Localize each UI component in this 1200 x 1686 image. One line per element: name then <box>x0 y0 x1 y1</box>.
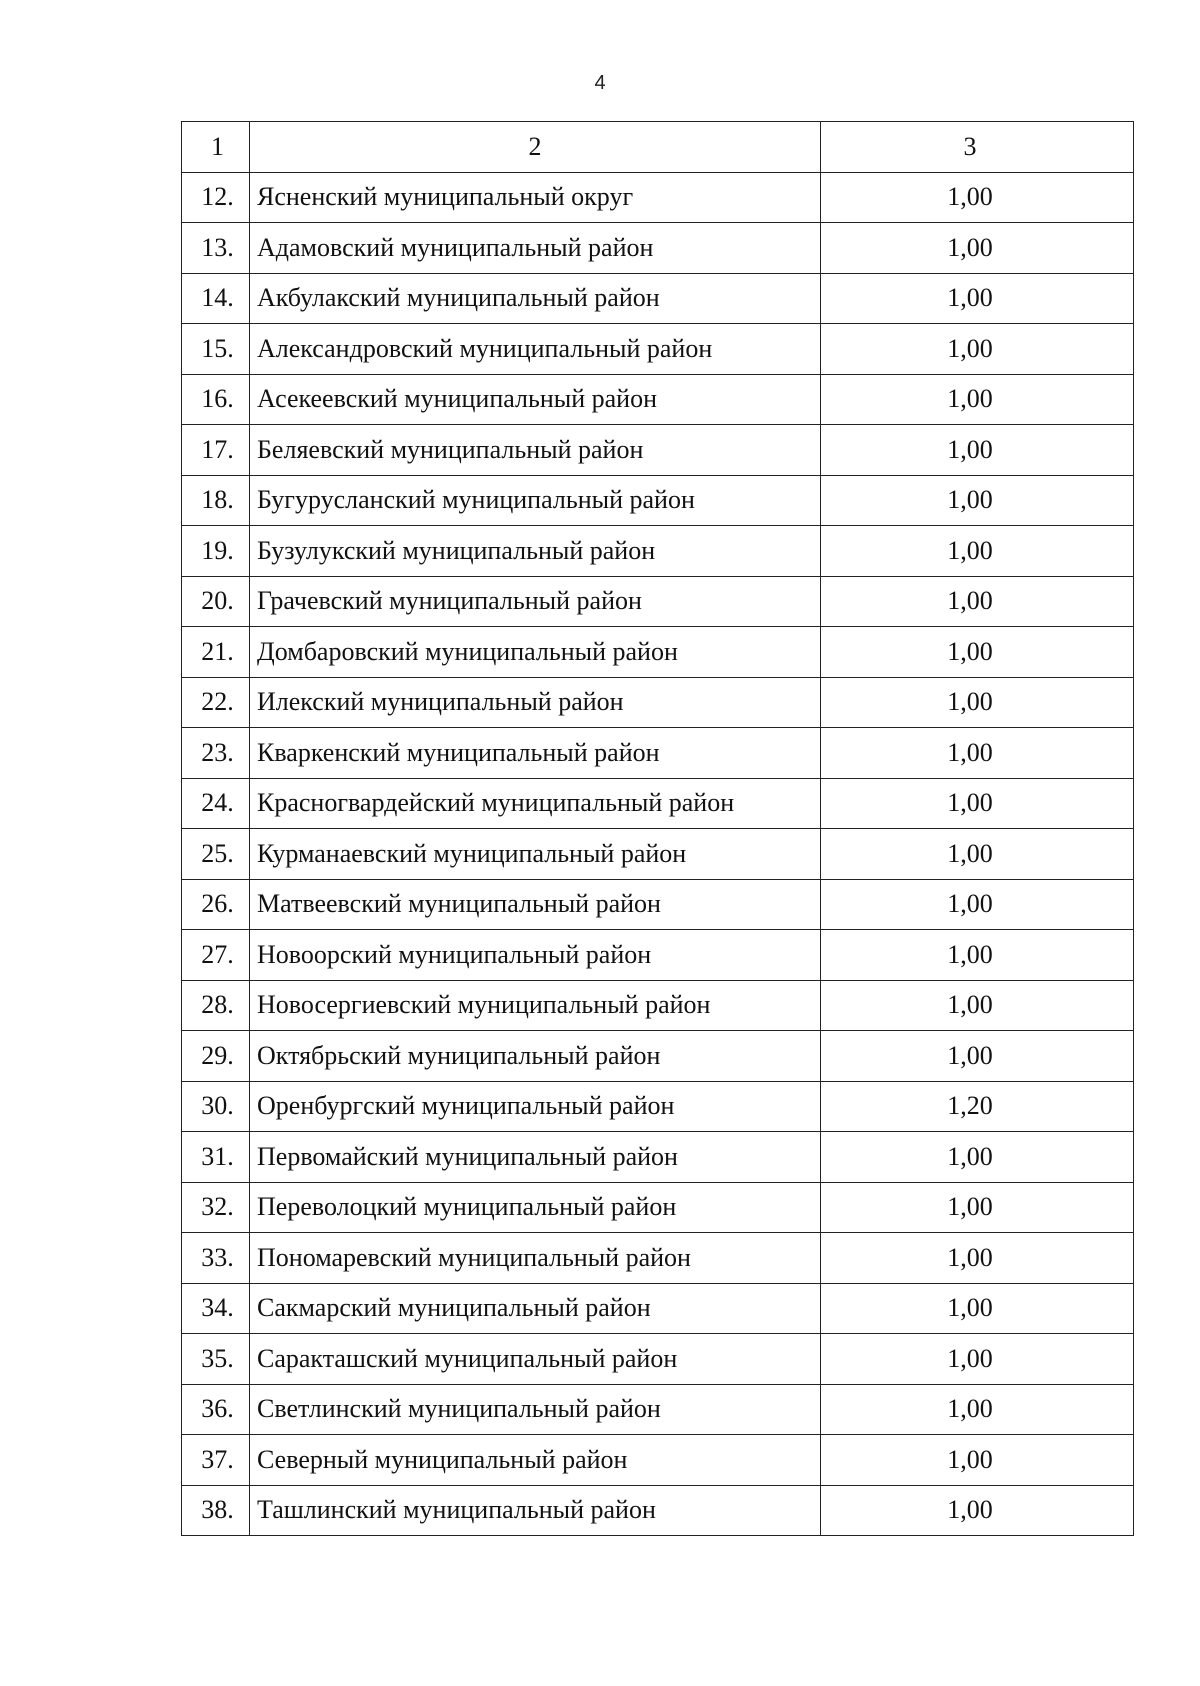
row-number: 23. <box>182 728 250 779</box>
municipality-name: Ташлинский муниципальный район <box>250 1485 821 1536</box>
coefficient-value: 1,00 <box>821 1182 1134 1233</box>
row-number: 37. <box>182 1435 250 1486</box>
row-number: 31. <box>182 1132 250 1183</box>
row-number: 13. <box>182 223 250 274</box>
row-number: 29. <box>182 1031 250 1082</box>
municipality-name: Грачевский муниципальный район <box>250 576 821 627</box>
municipality-name: Северный муниципальный район <box>250 1435 821 1486</box>
row-number: 24. <box>182 778 250 829</box>
row-number: 18. <box>182 475 250 526</box>
header-cell-value: 3 <box>821 122 1134 173</box>
row-number: 22. <box>182 677 250 728</box>
table-row <box>182 526 1134 577</box>
coefficient-value: 1,00 <box>821 728 1134 779</box>
table-row <box>182 1233 1134 1284</box>
table-row <box>182 374 1134 425</box>
coefficient-value: 1,00 <box>821 1485 1134 1536</box>
table-row <box>182 980 1134 1031</box>
row-number: 17. <box>182 425 250 476</box>
table-body <box>182 172 1134 1536</box>
coefficient-value: 1,00 <box>821 930 1134 981</box>
coefficient-value: 1,00 <box>821 1334 1134 1385</box>
municipality-name: Бузулукский муниципальный район <box>250 526 821 577</box>
table-row <box>182 324 1134 375</box>
table-row <box>182 930 1134 981</box>
row-number: 34. <box>182 1283 250 1334</box>
municipality-name: Матвеевский муниципальный район <box>250 879 821 930</box>
table-row <box>182 1132 1134 1183</box>
municipality-name: Октябрьский муниципальный район <box>250 1031 821 1082</box>
municipality-name: Саракташский муниципальный район <box>250 1334 821 1385</box>
municipality-name: Курманаевский муниципальный район <box>250 829 821 880</box>
table-row <box>182 273 1134 324</box>
table-row <box>182 1334 1134 1385</box>
municipality-name: Ясненский муниципальный округ <box>250 172 821 223</box>
page-number: 4 <box>594 72 606 94</box>
municipality-name: Первомайский муниципальный район <box>250 1132 821 1183</box>
table-row <box>182 829 1134 880</box>
municipality-name: Асекеевский муниципальный район <box>250 374 821 425</box>
row-number: 16. <box>182 374 250 425</box>
header-cell-number: 1 <box>182 122 250 173</box>
coefficient-value: 1,00 <box>821 980 1134 1031</box>
row-number: 26. <box>182 879 250 930</box>
coefficient-value: 1,00 <box>821 879 1134 930</box>
row-number: 25. <box>182 829 250 880</box>
row-number: 19. <box>182 526 250 577</box>
municipality-name: Светлинский муниципальный район <box>250 1384 821 1435</box>
coefficient-value: 1,00 <box>821 374 1134 425</box>
coefficient-value: 1,00 <box>821 475 1134 526</box>
table-row <box>182 778 1134 829</box>
table-row <box>182 1384 1134 1435</box>
table-row <box>182 1081 1134 1132</box>
coefficient-value: 1,00 <box>821 172 1134 223</box>
coefficient-value: 1,00 <box>821 273 1134 324</box>
table-row <box>182 1435 1134 1486</box>
coefficient-value: 1,00 <box>821 1384 1134 1435</box>
table-row <box>182 1485 1134 1536</box>
row-number: 30. <box>182 1081 250 1132</box>
municipality-name: Адамовский муниципальный район <box>250 223 821 274</box>
municipality-name: Кваркенский муниципальный район <box>250 728 821 779</box>
row-number: 12. <box>182 172 250 223</box>
coefficient-value: 1,00 <box>821 223 1134 274</box>
table-row <box>182 879 1134 930</box>
municipality-name: Беляевский муниципальный район <box>250 425 821 476</box>
row-number: 20. <box>182 576 250 627</box>
row-number: 32. <box>182 1182 250 1233</box>
table-row <box>182 1182 1134 1233</box>
table-row <box>182 677 1134 728</box>
coefficient-value: 1,00 <box>821 778 1134 829</box>
row-number: 36. <box>182 1384 250 1435</box>
table-row <box>182 627 1134 678</box>
table-row <box>182 475 1134 526</box>
coefficient-value: 1,00 <box>821 425 1134 476</box>
municipality-name: Новоорский муниципальный район <box>250 930 821 981</box>
coefficient-value: 1,00 <box>821 627 1134 678</box>
coefficients-table <box>181 121 1134 1536</box>
table-row <box>182 1283 1134 1334</box>
coefficient-value: 1,00 <box>821 526 1134 577</box>
coefficient-value: 1,00 <box>821 1233 1134 1284</box>
table-row <box>182 1031 1134 1082</box>
coefficient-value: 1,00 <box>821 1435 1134 1486</box>
coefficient-value: 1,20 <box>821 1081 1134 1132</box>
municipality-name: Сакмарский муниципальный район <box>250 1283 821 1334</box>
table-row <box>182 425 1134 476</box>
row-number: 35. <box>182 1334 250 1385</box>
municipality-name: Александровский муниципальный район <box>250 324 821 375</box>
table-row <box>182 728 1134 779</box>
row-number: 15. <box>182 324 250 375</box>
municipality-name: Акбулакский муниципальный район <box>250 273 821 324</box>
row-number: 38. <box>182 1485 250 1536</box>
table-header-row <box>182 122 1134 173</box>
row-number: 21. <box>182 627 250 678</box>
table-row <box>182 576 1134 627</box>
municipality-name: Бугурусланский муниципальный район <box>250 475 821 526</box>
coefficient-value: 1,00 <box>821 576 1134 627</box>
coefficient-value: 1,00 <box>821 1132 1134 1183</box>
table-row <box>182 223 1134 274</box>
coefficient-value: 1,00 <box>821 1283 1134 1334</box>
coefficient-value: 1,00 <box>821 677 1134 728</box>
coefficient-value: 1,00 <box>821 324 1134 375</box>
municipality-name: Домбаровский муниципальный район <box>250 627 821 678</box>
coefficient-value: 1,00 <box>821 1031 1134 1082</box>
municipality-name: Оренбургский муниципальный район <box>250 1081 821 1132</box>
row-number: 14. <box>182 273 250 324</box>
municipality-name: Новосергиевский муниципальный район <box>250 980 821 1031</box>
municipality-name: Переволоцкий муниципальный район <box>250 1182 821 1233</box>
row-number: 28. <box>182 980 250 1031</box>
municipality-name: Красногвардейский муниципальный район <box>250 778 821 829</box>
row-number: 33. <box>182 1233 250 1284</box>
coefficient-value: 1,00 <box>821 829 1134 880</box>
municipality-name: Пономаревский муниципальный район <box>250 1233 821 1284</box>
municipality-name: Илекский муниципальный район <box>250 677 821 728</box>
header-cell-name: 2 <box>250 122 821 173</box>
table-row <box>182 172 1134 223</box>
row-number: 27. <box>182 930 250 981</box>
